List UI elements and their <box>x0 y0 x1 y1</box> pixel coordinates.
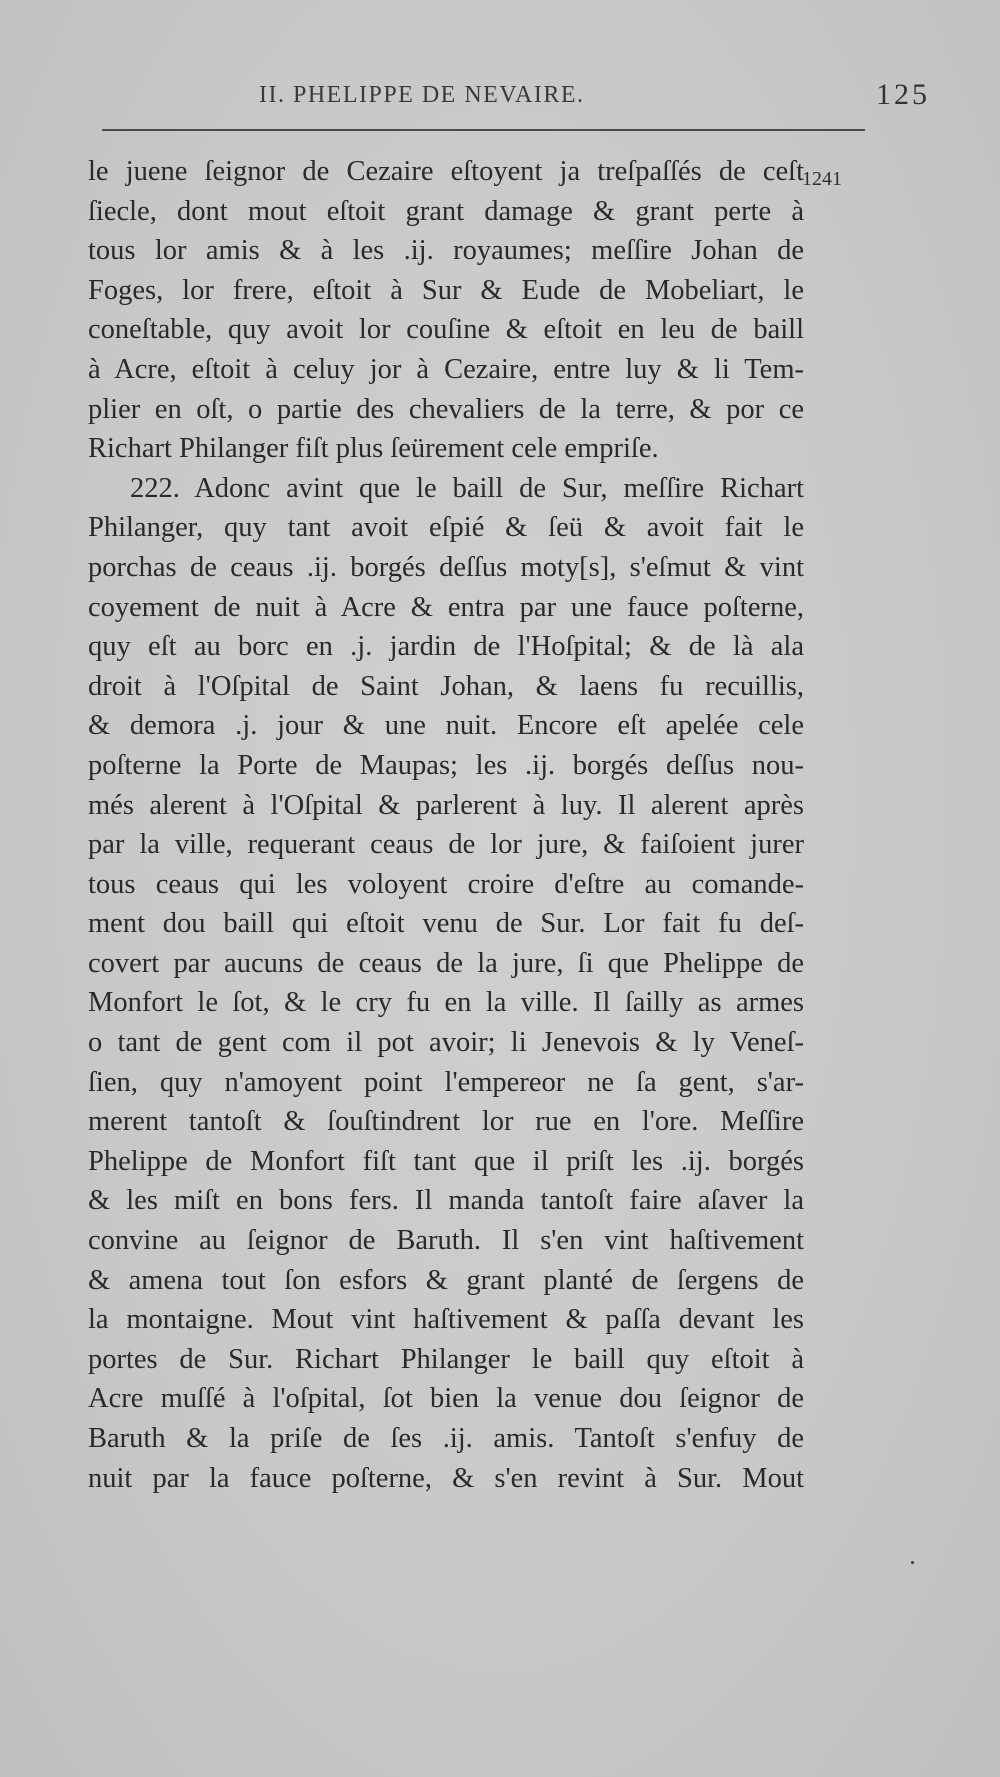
text-line: le juene ſeignor de Cezaire eſtoyent ja treſpaſſés de ceſt <box>88 156 804 187</box>
text-line: ſien, quy n'amoyent point l'empereor ne ſa gent, s'ar- <box>88 1066 804 1098</box>
paragraph-start-line: 222. Adonc avint que le baill de Sur, meſſire Richart <box>130 472 804 504</box>
text-line: la montaigne. Mout vint haſtivement & paſſa devant les <box>88 1304 804 1336</box>
text-line: poſterne la Porte de Maupas; les .ij. borgés deſſus nou- <box>88 749 804 781</box>
text-line: ment dou baill qui eſtoit venu de Sur. Lor fait fu deſ- <box>88 908 804 940</box>
text-line: droit à l'Oſpital de Saint Johan, & laens fu recuillis, <box>88 670 804 702</box>
text-line: nuit par la fauce poſterne, & s'en revint à Sur. Mout <box>88 1462 804 1494</box>
text-line: covert par aucuns de ceaus de la jure, ſi que Phelippe de <box>88 947 804 979</box>
text-line: & les miſt en bons fers. Il manda tantoſt faire aſaver la <box>88 1185 804 1217</box>
text-line: coyement de nuit à Acre & entra par une fauce poſterne, <box>88 591 804 623</box>
text-line: merent tantoſt & ſouſtindrent lor rue en l'ore. Meſſire <box>88 1106 804 1138</box>
text-line: tous ceaus qui les voloyent croire d'eſtre au comande- <box>88 868 804 900</box>
text-line: & demora .j. jour & une nuit. Encore eſt apelée cele <box>88 710 804 742</box>
text-line: convine au ſeignor de Baruth. Il s'en vint haſtivement <box>88 1225 804 1257</box>
text-line: quy eſt au borc en .j. jardin de l'Hoſpital; & de là ala <box>88 631 804 663</box>
text-line: par la ville, requerant ceaus de lor jure, & faiſoient jurer <box>88 829 804 861</box>
text-line: tous lor amis & à les .ij. royaumes; meſſire Johan de <box>88 235 804 267</box>
page-number: 125 <box>876 78 930 111</box>
text-line: Philanger, quy tant avoit eſpié & ſeü & avoit fait le <box>88 512 804 544</box>
text-line: més alerent à l'Oſpital & parlerent à luy. Il alerent après <box>88 789 804 821</box>
text-line: Foges, lor frere, eſtoit à Sur & Eude de Mobeliart, le <box>88 274 804 306</box>
text-line: à Acre, eſtoit à celuy jor à Cezaire, entre luy & li Tem- <box>88 353 804 385</box>
text-line: Phelippe de Monfort fiſt tant que il priſt les .ij. borgés <box>88 1145 804 1177</box>
text-line: plier en oſt, o partie des chevaliers de la terre, & por ce <box>88 393 804 425</box>
text-line: Acre muſſé à l'oſpital, ſot bien la venue dou ſeignor de <box>88 1383 804 1415</box>
text-line: portes de Sur. Richart Philanger le baill quy eſtoit à <box>88 1343 804 1375</box>
running-title: II. PHELIPPE DE NEVAIRE. <box>259 82 585 108</box>
body-text <box>88 152 804 1498</box>
text-line: & amena tout ſon esfors & grant planté de ſergens de <box>88 1264 804 1296</box>
text-line: coneſtable, quy avoit lor couſine & eſtoit en leu de baill <box>88 314 804 346</box>
margin-year-note: 1241 <box>802 168 842 190</box>
paper-speck <box>911 1561 914 1564</box>
text-line: Baruth & la priſe de ſes .ij. amis. Tantoſt s'enfuy de <box>88 1423 804 1454</box>
text-line: Richart Philanger fiſt plus ſeürement cele empriſe. <box>88 433 659 465</box>
text-line: o tant de gent com il pot avoir; li Jenevois & ly Veneſ- <box>88 1027 804 1059</box>
text-line: porchas de ceaus .ij. borgés deſſus moty[s], s'eſmut & vint <box>88 551 804 583</box>
header-rule <box>102 129 865 131</box>
text-line: ſiecle, dont mout eſtoit grant damage & grant perte à <box>88 195 804 227</box>
text-line: Monfort le ſot, & le cry fu en la ville. Il ſailly as armes <box>88 987 804 1019</box>
